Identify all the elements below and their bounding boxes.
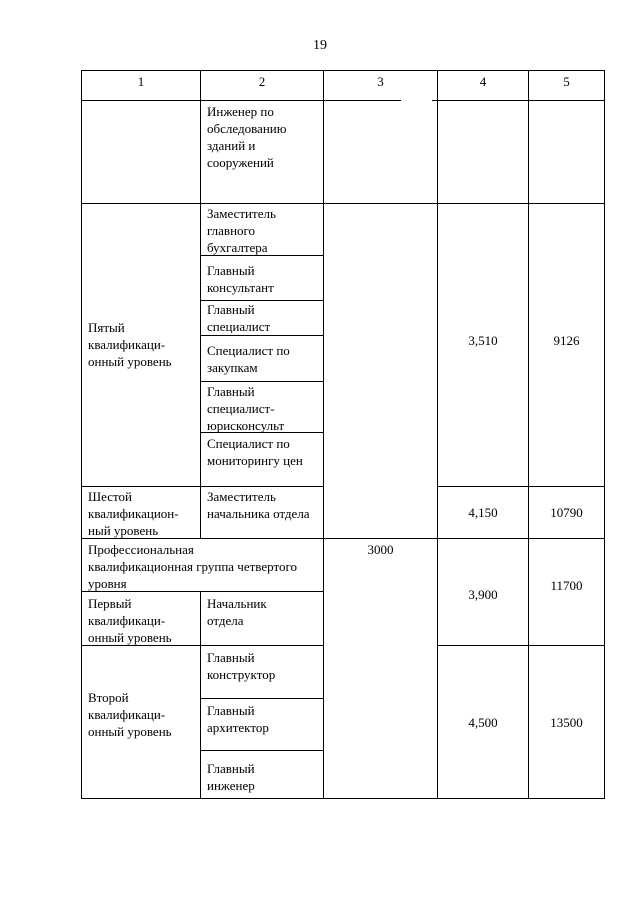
position-cell: Главный специалист-юрисконсульт	[207, 384, 285, 433]
level-label: Второй квалификаци-онный уровень	[88, 690, 172, 739]
salary-value: 13500	[550, 715, 583, 730]
position-cell: Главный инженер	[207, 761, 255, 793]
row-line	[200, 381, 324, 382]
salary-value: 10790	[550, 505, 583, 520]
column-line	[437, 70, 438, 799]
header-cell: 2	[258, 74, 266, 89]
position-cell: Специалист по мониторингу цен	[207, 436, 303, 468]
level-label: Шестой квалификацион-ный уровень	[88, 489, 179, 538]
position-cell: Главный специалист	[207, 302, 271, 334]
row-line	[81, 203, 605, 204]
position-cell: Инженер по обследованию зданий и сооружений	[207, 104, 287, 170]
row-line	[200, 698, 324, 699]
table-border-top	[81, 70, 605, 71]
coefficient-value: 3,900	[468, 587, 498, 602]
table-border-left	[81, 70, 82, 799]
header-cell: 4	[479, 74, 487, 89]
header-bottom-line	[81, 100, 401, 101]
position-cell: Заместитель начальника отдела	[207, 489, 310, 521]
coefficient-value: 4,150	[468, 505, 498, 520]
position-cell: Главный консультант	[207, 263, 274, 295]
column-line	[200, 70, 201, 539]
row-line	[200, 335, 324, 336]
coefficient-value: 4,500	[468, 715, 498, 730]
table-border-right	[604, 70, 605, 799]
coefficient-value: 3,510	[468, 333, 498, 348]
position-cell: Главный конструктор	[207, 650, 276, 682]
column-line	[200, 591, 201, 799]
row-line	[200, 750, 324, 751]
column-line	[528, 70, 529, 799]
level-label: Первый квалификаци-онный уровень	[88, 596, 172, 645]
row-line	[437, 645, 605, 646]
group-label: Профессиональная квалификационная группа четвертого уровня	[88, 542, 297, 591]
salary-value: 11700	[550, 578, 583, 593]
column-line	[323, 70, 324, 799]
row-line	[81, 486, 324, 487]
level-label: Пятый квалификаци-онный уровень	[88, 320, 172, 369]
table-border-bottom	[81, 798, 605, 799]
position-cell: Специалист по закупкам	[207, 343, 290, 375]
header-cell: 3	[377, 74, 384, 89]
position-cell: Заместитель главного бухгалтера	[207, 206, 276, 255]
position-cell: Начальник отдела	[207, 596, 267, 628]
salary-value: 9126	[553, 333, 580, 348]
position-cell: Главный архитектор	[207, 703, 269, 735]
header-cell: 5	[563, 74, 570, 89]
page-number: 19	[313, 38, 327, 53]
base-salary-value: 3000	[367, 542, 394, 557]
row-line	[437, 486, 605, 487]
header-bottom-line	[432, 100, 605, 101]
header-cell: 1	[137, 74, 145, 89]
